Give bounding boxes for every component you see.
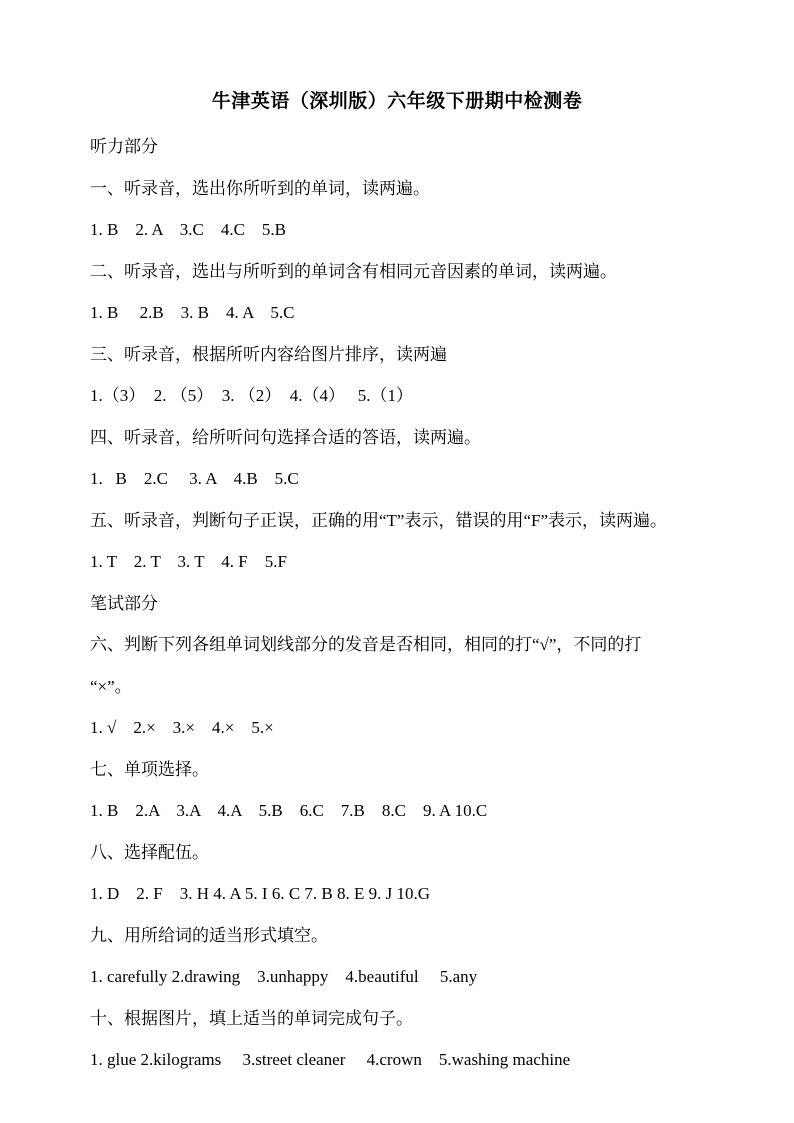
question-7-answers: 1. B 2.A 3.A 4.A 5.B 6.C 7.B 8.C 9. A 10.C (90, 801, 488, 820)
question-5-heading: 五、听录音，判断句子正误，正确的用“T”表示，错误的用“F”表示，读两遍。 (90, 510, 668, 530)
page-title: 牛津英语（深圳版）六年级下册期中检测卷 (211, 91, 583, 112)
document-body (90, 126, 734, 1081)
question-5-answers: 1. T 2. T 3. T 4. F 5.F (90, 552, 287, 571)
question-8-heading: 八、选择配伍。 (90, 842, 209, 862)
section-heading-listening: 听力部分 (90, 137, 158, 156)
question-6-heading-continued: “×”。 (90, 676, 132, 696)
section-heading-written: 笔试部分 (90, 593, 158, 613)
question-2-heading: 二、听录音，选出与所听到的单词含有相同元音因素的单词，读两遍。 (90, 261, 617, 281)
question-6-heading: 六、判断下列各组单词划线部分的发音是否相同，相同的打“√”，不同的打 (90, 635, 642, 654)
question-10-heading: 十、根据图片，填上适当的单词完成句子。 (90, 1008, 413, 1028)
question-9-answers: 1. carefully 2.drawing 3.unhappy 4.beautiful 5.any (90, 967, 478, 986)
question-1-heading: 一、听录音，选出你所听到的单词，读两遍。 (90, 178, 430, 198)
question-8-answers: 1. D 2. F 3. H 4. A 5. I 6. C 7. B 8. E 9. J 10.G (90, 884, 431, 903)
question-4-answers: 1. B 2.C 3. A 4.B 5.C (90, 469, 299, 488)
question-7-heading: 七、单项选择。 (90, 759, 209, 779)
question-2-answers: 1. B 2.B 3. B 4. A 5.C (90, 303, 295, 322)
question-3-answers: 1.（3） 2. （5） 3. （2） 4.（4） 5.（1） (90, 386, 413, 405)
question-6-answers: 1. √ 2.× 3.× 4.× 5.× (90, 718, 274, 737)
question-1-answers: 1. B 2. A 3.C 4.C 5.B (90, 220, 287, 239)
question-10-answers: 1. glue 2.kilograms 3.street cleaner 4.crown 5.washing machine (90, 1050, 571, 1069)
question-4-heading: 四、听录音，给所听问句选择合适的答语，读两遍。 (90, 427, 481, 447)
question-3-heading: 三、听录音，根据所听内容给图片排序，读两遍 (90, 344, 447, 364)
question-9-heading: 九、用所给词的适当形式填空。 (90, 925, 328, 945)
